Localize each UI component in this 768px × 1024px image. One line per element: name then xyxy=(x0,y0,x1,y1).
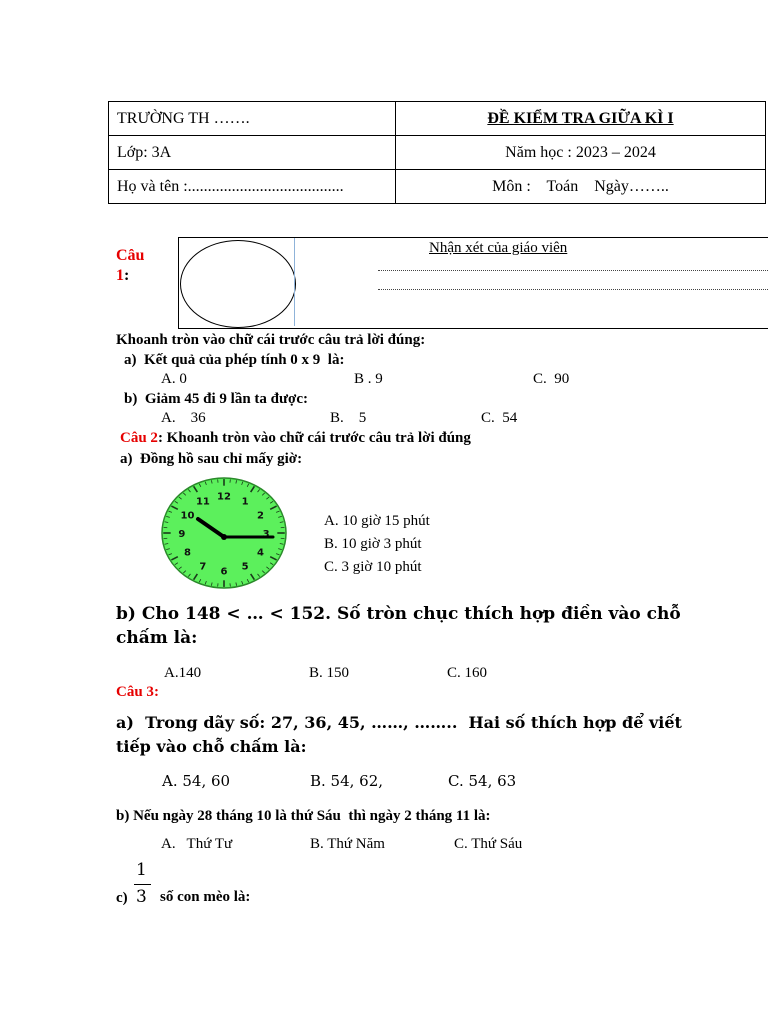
q2b-question-line2: chấm là: xyxy=(116,628,198,648)
clock-number: 6 xyxy=(220,566,228,578)
q3a-question-line2: tiếp vào chỗ chấm là: xyxy=(116,737,307,756)
q1a-option-a: A. 0 xyxy=(161,371,187,387)
school-year: Năm học : 2023 – 2024 xyxy=(396,136,766,170)
remarks-line-1 xyxy=(378,270,768,271)
clock-number: 12 xyxy=(217,491,231,503)
clock-number: 7 xyxy=(199,561,207,573)
clock-number: 5 xyxy=(241,561,249,573)
school-name: TRƯỜNG TH ……. xyxy=(109,102,396,136)
q3a-option-a: A. 54, 60 xyxy=(162,772,231,790)
clock-number: 8 xyxy=(184,547,191,559)
q3-heading: Câu 3: xyxy=(116,684,159,700)
clock-center xyxy=(221,534,227,540)
q2a-option-a: A. 10 giờ 15 phút xyxy=(324,513,430,529)
fraction-denominator: 3 xyxy=(136,887,147,907)
q3c-prefix: c) xyxy=(116,890,128,906)
q3b-option-a: A. Thứ Tư xyxy=(161,836,233,852)
q2-heading: Câu 2: Khoanh tròn vào chữ cái trước câu trả lời đúng xyxy=(120,430,471,446)
q1a-question: a) Kết quả của phép tính 0 x 9 là: xyxy=(124,352,345,368)
q3b-option-c: C. Thứ Sáu xyxy=(454,836,523,852)
header-table xyxy=(108,101,766,204)
teacher-remarks-label: Nhận xét của giáo viên xyxy=(429,240,568,256)
subject-date-field: Môn : Toán Ngày…….. xyxy=(396,170,766,204)
q3c-text: số con mèo là: xyxy=(160,889,251,905)
fraction-bar xyxy=(134,884,151,885)
exam-title: ĐỀ KIỂM TRA GIỮA KÌ I xyxy=(396,102,766,136)
q3a-option-c: C. 54, 63 xyxy=(448,772,517,790)
score-oval xyxy=(180,240,296,328)
q3a-option-b: B. 54, 62, xyxy=(310,772,384,790)
q1-label-bottom: 1: xyxy=(116,267,130,284)
q1b-question: b) Giảm 45 đi 9 lần ta được: xyxy=(124,391,308,407)
student-name-field: Họ và tên :....................................... xyxy=(109,170,396,204)
clock-number: 11 xyxy=(195,496,210,508)
class-field: Lớp: 3A xyxy=(109,136,396,170)
q1b-option-c: C. 54 xyxy=(481,410,518,426)
clock-number: 3 xyxy=(262,529,270,540)
clock-number: 1 xyxy=(241,496,249,508)
q3b-option-b: B. Thứ Năm xyxy=(310,836,385,852)
q2b-option-c: C. 160 xyxy=(447,665,488,681)
box-divider xyxy=(294,238,295,326)
q2a-question: a) Đồng hồ sau chỉ mấy giờ: xyxy=(120,451,303,467)
fraction-numerator: 1 xyxy=(136,860,147,880)
q1a-option-c: C. 90 xyxy=(533,371,570,387)
q3b-question: b) Nếu ngày 28 tháng 10 là thứ Sáu thì ngày 2 tháng 11 là: xyxy=(116,808,491,824)
q3a-question-line1: a) Trong dãy số: 27, 36, 45, ……, …….. Hai số thích hợp để viết xyxy=(116,713,682,732)
clock-number: 10 xyxy=(180,510,195,522)
q1b-option-a: A. 36 xyxy=(161,410,206,426)
q2b-option-b: B. 150 xyxy=(309,665,350,681)
q2b-option-a: A.140 xyxy=(164,665,202,681)
clock-number: 9 xyxy=(178,529,186,540)
clock-number: 4 xyxy=(257,547,264,559)
remarks-line-2 xyxy=(378,289,768,290)
q1b-option-b: B. 5 xyxy=(330,410,367,426)
clock-face xyxy=(161,477,287,589)
q2a-option-b: B. 10 giờ 3 phút xyxy=(324,536,422,552)
q1-instruction: Khoanh tròn vào chữ cái trước câu trả lời đúng: xyxy=(116,332,426,348)
q2b-question-line1: b) Cho 148 < … < 152. Số tròn chục thích hợp điền vào chỗ xyxy=(116,604,681,624)
clock-number: 2 xyxy=(257,510,264,522)
q2a-option-c: C. 3 giờ 10 phút xyxy=(324,559,422,575)
q1a-option-b: B . 9 xyxy=(354,371,383,387)
q1-label-top: Câu xyxy=(116,247,145,264)
